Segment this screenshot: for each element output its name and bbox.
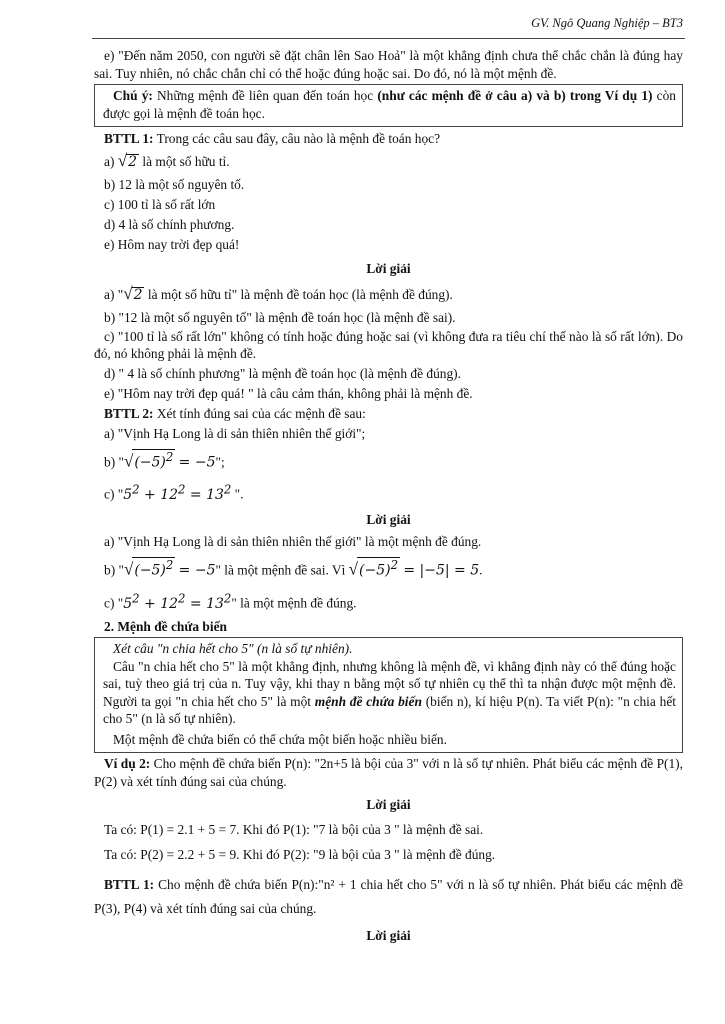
- vd2-answer-1: Ta có: P(1) = 2.1 + 5 = 7. Khi đó P(1): "7 là bội của 3 " là mệnh đề sai.: [104, 821, 484, 837]
- bttl1-item-a-text: là một số hữu tỉ.: [142, 154, 230, 169]
- bttl1-item-e: e) Hôm nay trời đẹp quá!: [104, 237, 240, 252]
- bttl1-item-a: a) √2 là một số hữu tỉ.: [104, 151, 230, 170]
- bttl1-answer-e: e) "Hôm nay trời đẹp quá! " là câu cảm thán, không phải là mệnh đề.: [104, 385, 473, 401]
- note-text-2: còn được gọi là mệnh đề toán học.: [103, 88, 676, 121]
- bttl1-item-c: c) 100 tỉ là số rất lớn: [104, 197, 216, 212]
- note-box: [94, 84, 683, 127]
- definition-box: [94, 637, 683, 753]
- bttl2-answer-c: c) "$5^2 + 12^2 = 13^2$" là một mệnh đề đúng.: [104, 590, 357, 612]
- definition-paragraph: [103, 658, 676, 728]
- bttl1-item-b: b) 12 là một số nguyên tố.: [104, 177, 245, 192]
- bttl2-solution-title: Lời giải: [366, 511, 411, 527]
- bttl1-label: BTTL 1:: [104, 131, 154, 146]
- vd2-answer-2: Ta có: P(2) = 2.2 + 5 = 9. Khi đó P(2): "9 là bội của 3 " là mệnh đề đúng.: [104, 846, 496, 862]
- bttl1-question: [104, 129, 683, 148]
- bttl2-item-a: a) "Vịnh Hạ Long là di sản thiên nhiên thế giới";: [104, 425, 366, 441]
- note-text-1: Những mệnh đề liên quan đến toán học: [152, 88, 378, 103]
- example-e-paragraph: e) "Đến năm 2050, con người sẽ đặt chân lên Sao Hoả" là một khẳng định chưa thể chắc chắn là đúng hay sai. Tuy nhiên, nó chắc chắn chỉ có thể hoặc đúng hoặc sai. Do đó, nó là một mệnh đề.: [94, 48, 683, 81]
- vd2-label: Ví dụ 2:: [104, 756, 151, 772]
- bttl1-answer-d: d) " 4 là số chính phương" là mệnh đề toán học (là mệnh đề đúng).: [104, 365, 461, 381]
- bttl1b-solution-title: Lời giải: [366, 927, 411, 943]
- bttl1-answer-b: b) "12 là một số nguyên tố" là mệnh đề toán học (là mệnh đề sai).: [104, 309, 456, 325]
- bttl1-item-d: d) 4 là số chính phương.: [104, 217, 235, 232]
- vd2-paragraph: [94, 755, 683, 790]
- bttl1-answer-a-text: là một số hữu tỉ" là mệnh đề toán học (là mệnh đề đúng).: [147, 286, 453, 302]
- bttl2-item-c: c) "$5^2 + 12^2 = 13^2$ ".: [104, 482, 244, 503]
- definition-intro-text: Xét câu "n chia hết cho 5" (n là số tự nhiên).: [113, 641, 353, 657]
- bttl1b-paragraph: [94, 873, 683, 921]
- bttl1b-label: BTTL 1:: [104, 876, 155, 892]
- bttl2-answer-b: b) "$√(-5)^2 = -5$" là một mệnh đề sai. Vì $√(-5)^2 = |-5| = 5$.: [104, 558, 483, 579]
- vd2-solution-title: Lời giải: [366, 797, 411, 813]
- section-2-heading: 2. Mệnh đề chứa biến: [104, 618, 227, 634]
- bttl2-question-text: Xét tính đúng sai của các mệnh đề sau:: [153, 405, 366, 421]
- bttl1b-text: Cho mệnh đề chứa biến P(n):"n² + 1 chia hết cho 5" với n là số tự nhiên. Phát biểu các mệnh đề P(3), P(4) và xét tính đúng sai của chúng.: [94, 876, 683, 916]
- bttl2-answer-a: a) "Vịnh Hạ Long là di sản thiên nhiên thế giới" là một mệnh đề đúng.: [104, 534, 482, 550]
- header-rule: [92, 38, 685, 39]
- bttl2-item-b: b) "$√(-5)^2 = -5$";: [104, 449, 225, 471]
- vd2-text: Cho mệnh đề chứa biến P(n): "2n+5 là bội của 3" với n là số tự nhiên. Phát biểu các mệnh đề P(1), P(2) và xét tính đúng sai của chúng.: [94, 756, 683, 789]
- bttl2-label: BTTL 2:: [104, 405, 154, 421]
- note-bold: (như các mệnh đề ở câu a) và b) trong Ví dụ 1): [377, 88, 653, 103]
- bttl1-question-text: Trong các câu sau đây, câu nào là mệnh đề toán học?: [153, 131, 441, 146]
- note-label: Chú ý:: [113, 88, 153, 103]
- note-text: [103, 87, 676, 122]
- bttl1-answer-a: a) "√2 là một số hữu tỉ" là mệnh đề toán học (là mệnh đề đúng).: [104, 283, 453, 303]
- bttl1-answer-c: c) "100 tỉ là số rất lớn" không có tính hoặc đúng hoặc sai (vì không đưa ra tiêu chí thế nào là số rất lớn). Do đó, nó không phải là mệnh đề.: [94, 328, 683, 361]
- document-body: [94, 47, 683, 948]
- bttl2-question: [104, 404, 683, 423]
- bttl2-answer-c-text: " là một mệnh đề đúng.: [231, 595, 357, 611]
- definition-paragraph-end: (biến n), kí hiệu P(n). Ta viết P(n): "n chia hết cho 5" (n là số tự nhiên).: [103, 693, 676, 727]
- bttl1-solution-title: Lời giải: [366, 261, 411, 276]
- definition-intro: [103, 640, 676, 658]
- definition-term: mệnh đề chứa biến: [314, 693, 422, 709]
- definition-note: Một mệnh đề chứa biến có thể chứa một biến hoặc nhiều biến.: [113, 731, 447, 747]
- definition-paragraph-text: Câu "n chia hết cho 5" là một khẳng định, nhưng không là mệnh đề, vì khẳng định này có thể đúng hoặc sai, tuỳ theo giá trị của n. Tuy vậy, khi thay n bằng một số tự nhiên cụ thể thì ta nhận được một mệnh đề. Người ta gọi "n chia hết cho 5" là một: [103, 658, 676, 709]
- bttl2-answer-b-text: " là một mệnh đề sai. Vì: [215, 562, 346, 578]
- page-header: GV. Ngô Quang Nghiệp – BT3: [531, 16, 683, 30]
